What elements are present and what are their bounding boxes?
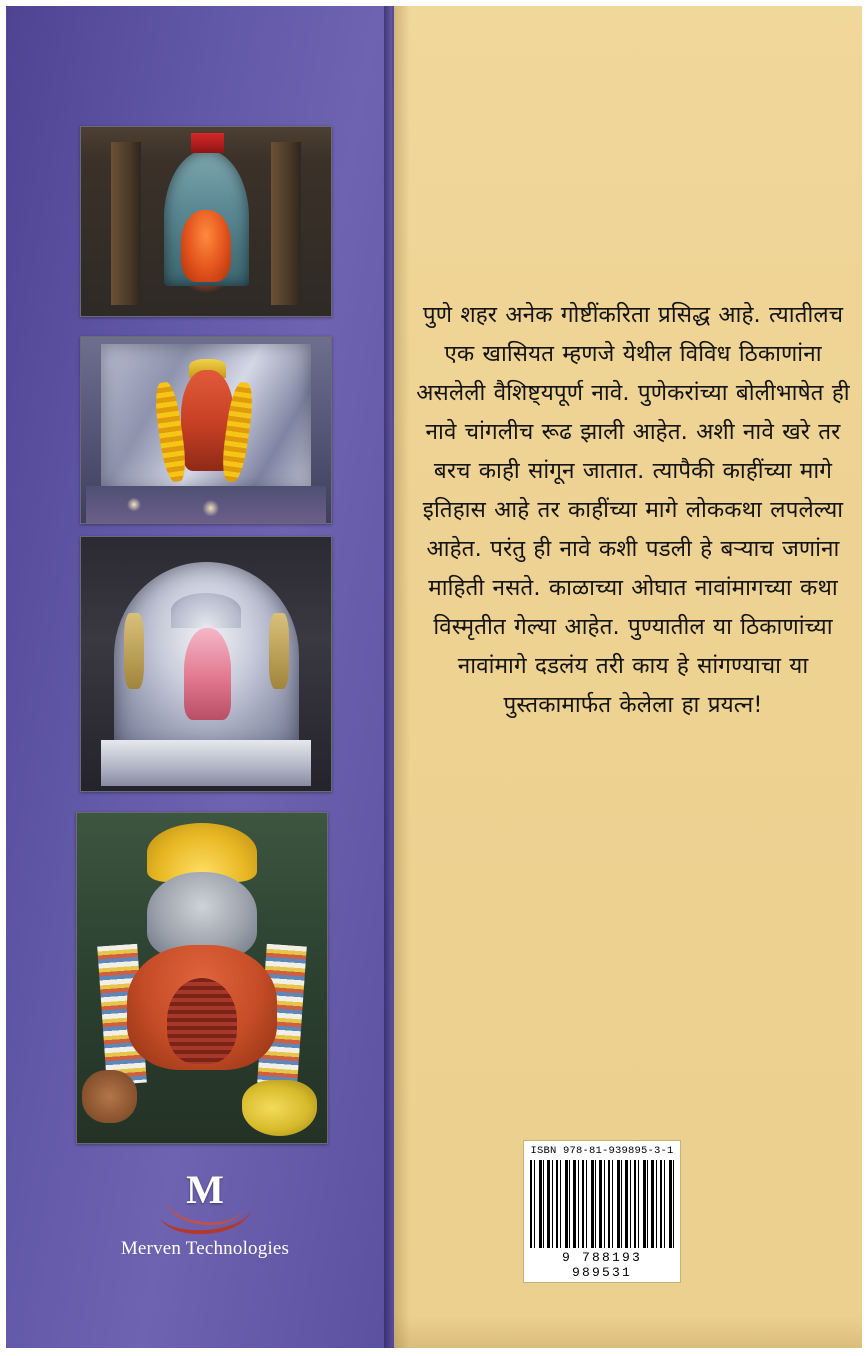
barcode-number: 9 788193 989531 bbox=[561, 1250, 642, 1280]
back-cover-blurb: पुणे शहर अनेक गोष्टींकरिता प्रसिद्ध आहे. त्यातीलच एक खासियत म्हणजे येथील विविध ठिकाणांना असलेली वैशिष्ट्यपूर्ण नावे. पुणेकरांच्या बोलीभाषेत ही नावे चांगलीच रूढ झाली आहेत. अशी नावे खरे तर बरच काही सांगून जातात. त्यापैकी काहींच्या मागे इतिहास आहे तर काहींच्या मागे लोककथा लपलेल्या आहेत. परंतु ही नावे कशी पडली हे बऱ्याच जणांना माहिती नसते. काळाच्या ओघात नावांमागच्या कथा विस्मृतीत गेल्या आहेत. पुण्यातील या ठिकाणांच्या नावांमागे दडलंय तरी काय हे सांगण्याचा या पुस्तकामार्फत केलेला हा प्रयत्न! bbox=[416, 302, 850, 718]
deity-figure bbox=[184, 628, 232, 719]
flower-garland bbox=[167, 978, 237, 1064]
pillar-left bbox=[111, 142, 141, 305]
deity-garland-photo bbox=[80, 336, 332, 524]
devotee-hands bbox=[82, 1070, 137, 1123]
shrine-base bbox=[101, 740, 311, 786]
ganesh-idol bbox=[181, 210, 231, 282]
spine-shadow bbox=[384, 0, 394, 1356]
ganesh-shrine-photo bbox=[80, 126, 332, 317]
isbn-barcode-block bbox=[523, 1140, 681, 1283]
isbn-label: ISBN 978-81-939895-3-1 bbox=[530, 1145, 674, 1157]
scan-edge-top bbox=[0, 0, 866, 6]
pillar-right bbox=[271, 142, 301, 305]
photo-inner bbox=[81, 337, 331, 523]
panel-inner-shadow bbox=[394, 0, 410, 1356]
kalash-top bbox=[191, 133, 224, 154]
publisher-name: Merven Technologies bbox=[120, 1238, 290, 1259]
scan-edge-right bbox=[862, 0, 866, 1356]
merven-logo-icon bbox=[160, 1168, 250, 1230]
photo-inner bbox=[81, 537, 331, 791]
barcode-bars bbox=[530, 1160, 674, 1248]
photo-inner bbox=[77, 813, 327, 1143]
logo-letter: M bbox=[186, 1167, 224, 1212]
ceremonial-umbrella bbox=[171, 593, 241, 629]
scan-edge-bottom bbox=[0, 1348, 866, 1356]
lamp-right bbox=[269, 613, 289, 689]
photo-inner bbox=[81, 127, 331, 316]
ganesh-large-photo bbox=[76, 812, 328, 1144]
lamp-left bbox=[124, 613, 144, 689]
publisher-block bbox=[80, 1168, 330, 1260]
flower-offerings bbox=[86, 486, 326, 523]
scan-edge-left bbox=[0, 0, 6, 1356]
silver-shrine-photo bbox=[80, 536, 332, 792]
banana-offering bbox=[242, 1080, 317, 1136]
